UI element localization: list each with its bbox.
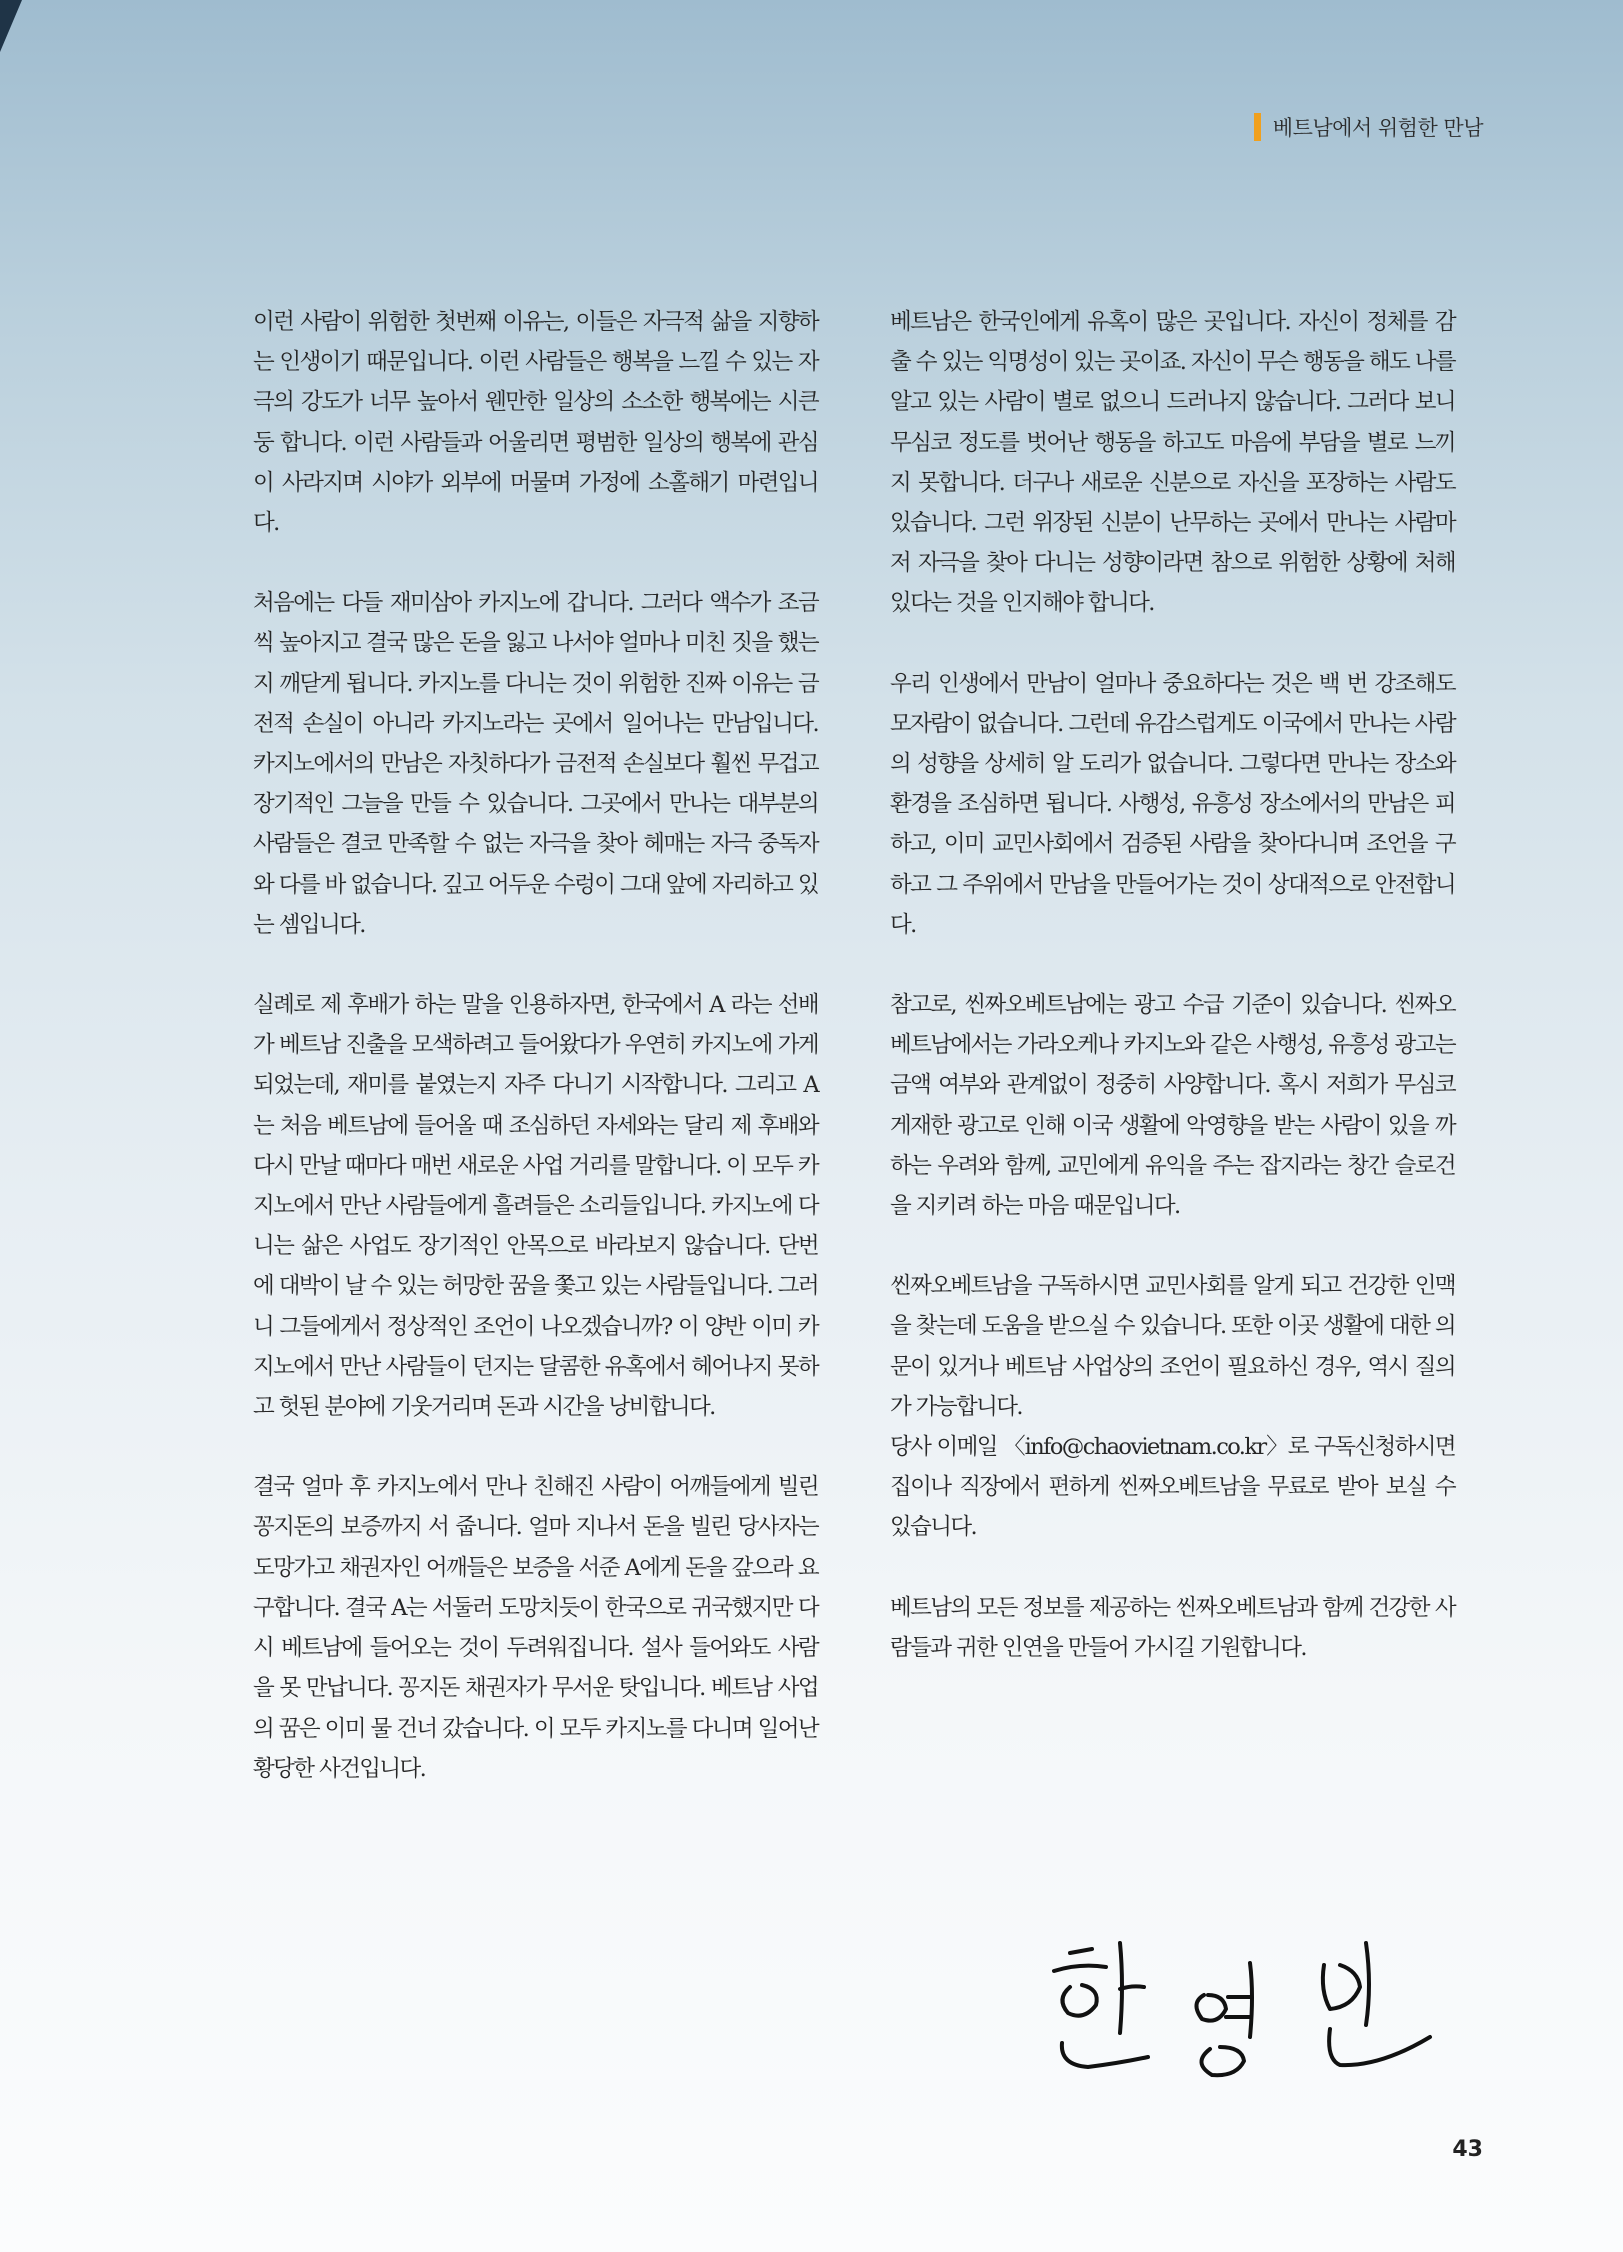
page-number: 43 [1452,2137,1483,2162]
paragraph: 우리 인생에서 만남이 얼마나 중요하다는 것은 백 번 강조해도 모자람이 없습니다. 그런데 유감스럽게도 이국에서 만나는 사람의 성향을 상세히 알 도리가 없습니다. 그렇다면 만나는 장소와 환경을 조심하면 됩니다. 사행성, 유흥성 장소에서의 만남은 피하고, 이미 교민사회에서 검증된 사람을 찾아다니며 조언을 구하고 그 주위에서 만남을 만들어가는 것이 상대적으로 안전합니다. [890,670,1455,938]
signature [1040,1925,1450,2085]
right-column [890,302,1455,1708]
paragraph: 실례로 제 후배가 하는 말을 인용하자면, 한국에서 A 라는 선배가 베트남 진출을 모색하려고 들어왔다가 우연히 카지노에 가게 되었는데, 재미를 붙였는지 자주 다니기 시작합니다. 그리고 A는 처음 베트남에 들어올 때 조심하던 자세와는 달리 제 후배와 다시 만날 때마다 매번 새로운 사업 거리를 말합니다. 이 모두 카지노에서 만난 사람들에게 흘려들은 소리들입니다. 카지노에 다니는 삶은 사업도 장기적인 안목으로 바라보지 않습니다. 단번에 대박이 날 수 있는 허망한 꿈을 쫓고 있는 사람들입니다. 그러니 그들에게서 정상적인 조언이 나오겠습니까? 이 양반 이미 카지노에서 만난 사람들이 던지는 달콤한 유혹에서 헤어나지 못하고 헛된 분야에 기웃거리며 돈과 시간을 낭비합니다. [253,992,818,1421]
paragraph: 참고로, 씬짜오베트남에는 광고 수급 기준이 있습니다. 씬짜오베트남에서는 가라오케나 카지노와 같은 사행성, 유흥성 광고는 금액 여부와 관계없이 정중히 사양합니다. 혹시 저희가 무심코 게재한 광고로 인해 이국 생활에 악영향을 받는 사람이 있을 까 하는 우려와 함께, 교민에게 유익을 주는 잡지라는 창간 슬로건을 지키려 하는 마음 때문입니다. [890,992,1455,1220]
section-title: 베트남에서 위험한 만남 [1272,116,1483,140]
paragraph: 이런 사람이 위험한 첫번째 이유는, 이들은 자극적 삶을 지향하는 인생이기 때문입니다. 이런 사람들은 행복을 느낄 수 있는 자극의 강도가 너무 높아서 웬만한 일상의 소소한 행복에는 시큰둥 합니다. 이런 사람들과 어울리면 평범한 일상의 행복에 관심이 사라지며 시야가 외부에 머물며 가정에 소홀해기 마련입니다. [253,309,818,537]
paragraph: 베트남은 한국인에게 유혹이 많은 곳입니다. 자신이 정체를 감출 수 있는 익명성이 있는 곳이죠. 자신이 무슨 행동을 해도 나를 알고 있는 사람이 별로 없으니 드러나지 않습니다. 그러다 보니 무심코 정도를 벗어난 행동을 하고도 마음에 부담을 별로 느끼지 못합니다. 더구나 새로운 신분으로 자신을 포장하는 사람도 있습니다. 그런 위장된 신분이 난무하는 곳에서 만나는 사람마저 자극을 찾아 다니는 성향이라면 참으로 위험한 상황에 처해있다는 것을 인지해야 합니다. [890,309,1455,617]
paragraph: 처음에는 다들 재미삼아 카지노에 갑니다. 그러다 액수가 조금씩 높아지고 결국 많은 돈을 잃고 나서야 얼마나 미친 짓을 했는지 깨닫게 됩니다. 카지노를 다니는 것이 위험한 진짜 이유는 금전적 손실이 아니라 카지노라는 곳에서 일어나는 만남입니다. 카지노에서의 만남은 자칫하다가 금전적 손실보다 훨씬 무겁고 장기적인 그늘을 만들 수 있습니다. 그곳에서 만나는 대부분의 사람들은 결코 만족할 수 없는 자극을 찾아 헤매는 자극 중독자와 다를 바 없습니다. 깊고 어두운 수렁이 그대 앞에 자리하고 있는 셈입니다. [253,590,818,938]
section-header [1254,112,1483,142]
paragraph: 결국 얼마 후 카지노에서 만나 친해진 사람이 어깨들에게 빌린 꽁지돈의 보증까지 서 줍니다. 얼마 지나서 돈을 빌린 당사자는 도망가고 채권자인 어깨들은 보증을 서준 A에게 돈을 갚으라 요구합니다. 결국 A는 서둘러 도망치듯이 한국으로 귀국했지만 다시 베트남에 들어오는 것이 두려워집니다. 설사 들어와도 사람을 못 만납니다. 꽁지돈 채권자가 무서운 탓입니다. 베트남 사업의 꿈은 이미 물 건너 갔습니다. 이 모두 카지노를 다니며 일어난 황당한 사건입니다. [253,1474,818,1782]
left-column [253,302,818,1829]
paragraph: 씬짜오베트남을 구독하시면 교민사회를 알게 되고 건강한 인맥을 찾는데 도움을 받으실 수 있습니다. 또한 이곳 생활에 대한 의문이 있거나 베트남 사업상의 조언이 필요하신 경우, 역시 질의가 가능합니다. 당사 이메일 〈info@chaovietnam.co.kr〉로 구독신청하시면 집이나 직장에서 편하게 씬짜오베트남을 무료로 받아 보실 수 있습니다. [890,1273,1455,1541]
section-accent-bar [1254,113,1261,141]
corner-mark [0,0,22,52]
paragraph: 베트남의 모든 정보를 제공하는 씬짜오베트남과 함께 건강한 사람들과 귀한 인연을 만들어 가시길 기원합니다. [890,1594,1455,1661]
